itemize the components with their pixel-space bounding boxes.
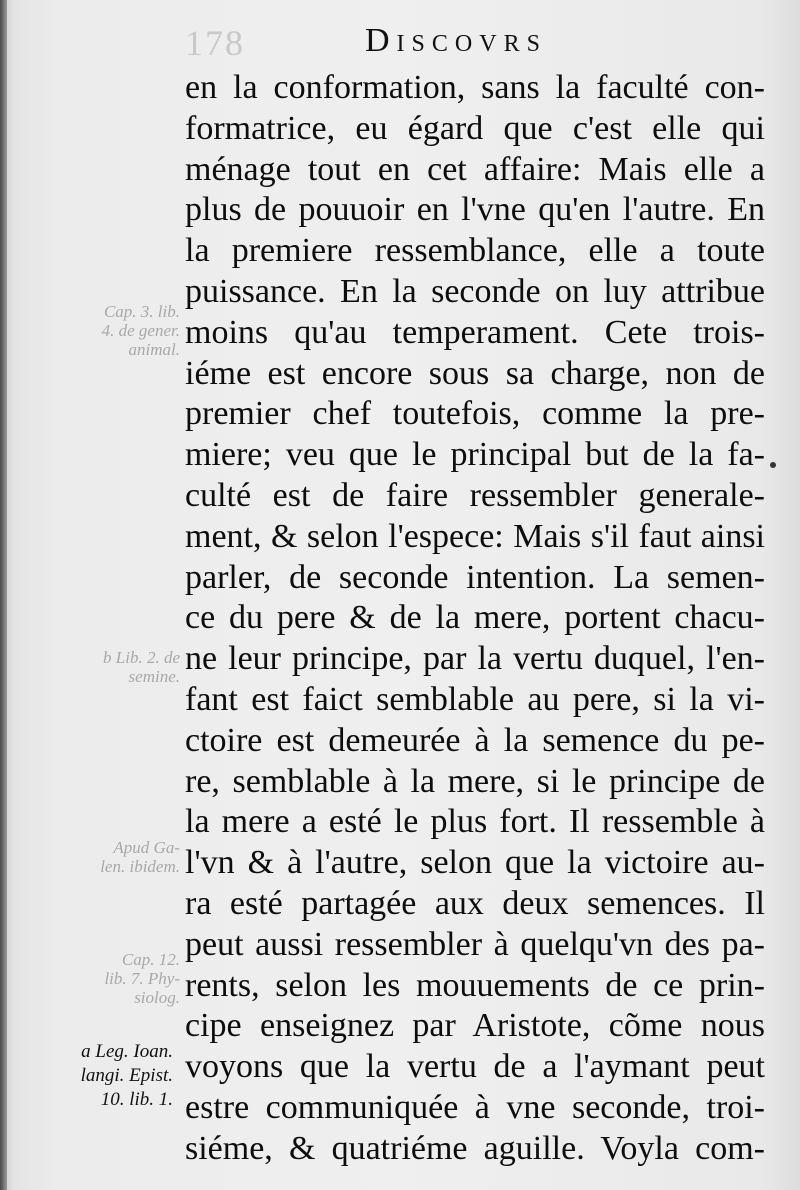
text-line: ctoire est demeurée à la semence du pe- bbox=[185, 721, 765, 759]
margin-note-line: semine. bbox=[128, 667, 180, 686]
text-line: estre communiquée à vne seconde, troi- bbox=[185, 1088, 765, 1126]
margin-note-line: Apud Ga- bbox=[113, 838, 180, 857]
running-head: Discovrs bbox=[365, 22, 547, 59]
text-line: peut aussi ressembler à quelqu'vn des pa- bbox=[185, 925, 765, 963]
margin-note bbox=[40, 648, 180, 686]
text-line: la mere a esté le plus fort. Il ressemble à bbox=[185, 803, 765, 841]
margin-note-line: siolog. bbox=[134, 988, 180, 1007]
margin-note-line: lib. 7. Phy- bbox=[104, 969, 180, 988]
text-line: parler, de seconde intention. La semen- bbox=[185, 558, 765, 596]
text-line: la premiere ressemblance, elle a toute bbox=[185, 232, 765, 270]
text-line: en la conformation, sans la faculté con- bbox=[185, 69, 765, 106]
page-header bbox=[185, 22, 765, 72]
footnote-line: a Leg. Ioan. bbox=[81, 1041, 173, 1062]
text-line: ra esté partagée aux deux semences. Il bbox=[185, 884, 765, 922]
margin-note bbox=[40, 950, 180, 1007]
text-line: re, semblable à la mere, si le principe de bbox=[185, 762, 765, 800]
text-line: ment, & selon l'espece: Mais s'il faut ainsi bbox=[185, 517, 765, 555]
footnote-a bbox=[28, 1040, 173, 1112]
margin-note-line: b Lib. 2. de bbox=[103, 648, 180, 667]
text-line: ne leur principe, par la vertu duquel, l'en- bbox=[185, 640, 765, 678]
footnote-line: 10. lib. 1. bbox=[100, 1089, 173, 1110]
text-line: plus de pouuoir en l'vne qu'en l'autre. En bbox=[185, 191, 765, 229]
text-line: ménage tout en cet affaire: Mais elle a bbox=[185, 150, 765, 188]
text-line: premier chef toutefois, comme la pre- bbox=[185, 395, 765, 433]
body-text bbox=[185, 68, 765, 1170]
text-line: rents, selon les mouuements de ce prin- bbox=[185, 966, 765, 1004]
text-line: voyons que la vertu de a l'aymant peut bbox=[185, 1048, 765, 1086]
margin-note-line: 4. de gener. bbox=[101, 321, 180, 340]
text-line: formatrice, eu égard que c'est elle qui bbox=[185, 109, 765, 147]
text-line: miere; veu que le principal but de la fa- bbox=[185, 436, 765, 474]
margin-note bbox=[40, 838, 180, 876]
text-line: puissance. En la seconde on luy attribue bbox=[185, 272, 765, 310]
margin-note-line: len. ibidem. bbox=[100, 857, 180, 876]
text-line: fant est faict semblable au pere, si la vi- bbox=[185, 680, 765, 718]
text-line: ce du pere & de la mere, portent chacu- bbox=[185, 599, 765, 637]
page-number: 178 bbox=[185, 23, 245, 63]
ink-spot bbox=[770, 462, 776, 468]
text-line: moins qu'au temperament. Cete trois- bbox=[185, 313, 765, 351]
margin-note-line: Cap. 3. lib. bbox=[103, 302, 180, 321]
page-gutter bbox=[0, 0, 7, 1190]
margin-note-line: animal. bbox=[128, 340, 180, 359]
text-line: iéme est encore sous sa charge, non de bbox=[185, 354, 765, 392]
text-line: l'vn & à l'autre, selon que la victoire au- bbox=[185, 844, 765, 882]
text-line: cipe enseignez par Aristote, cõme nous bbox=[185, 1007, 765, 1045]
text-line: siéme, & quatriéme aguille. Voyla com- bbox=[185, 1129, 765, 1167]
footnote-line: langi. Epist. bbox=[80, 1065, 173, 1086]
margin-note-line: Cap. 12. bbox=[121, 950, 180, 969]
text-line: culté est de faire ressembler generale- bbox=[185, 476, 765, 514]
margin-note bbox=[40, 302, 180, 359]
